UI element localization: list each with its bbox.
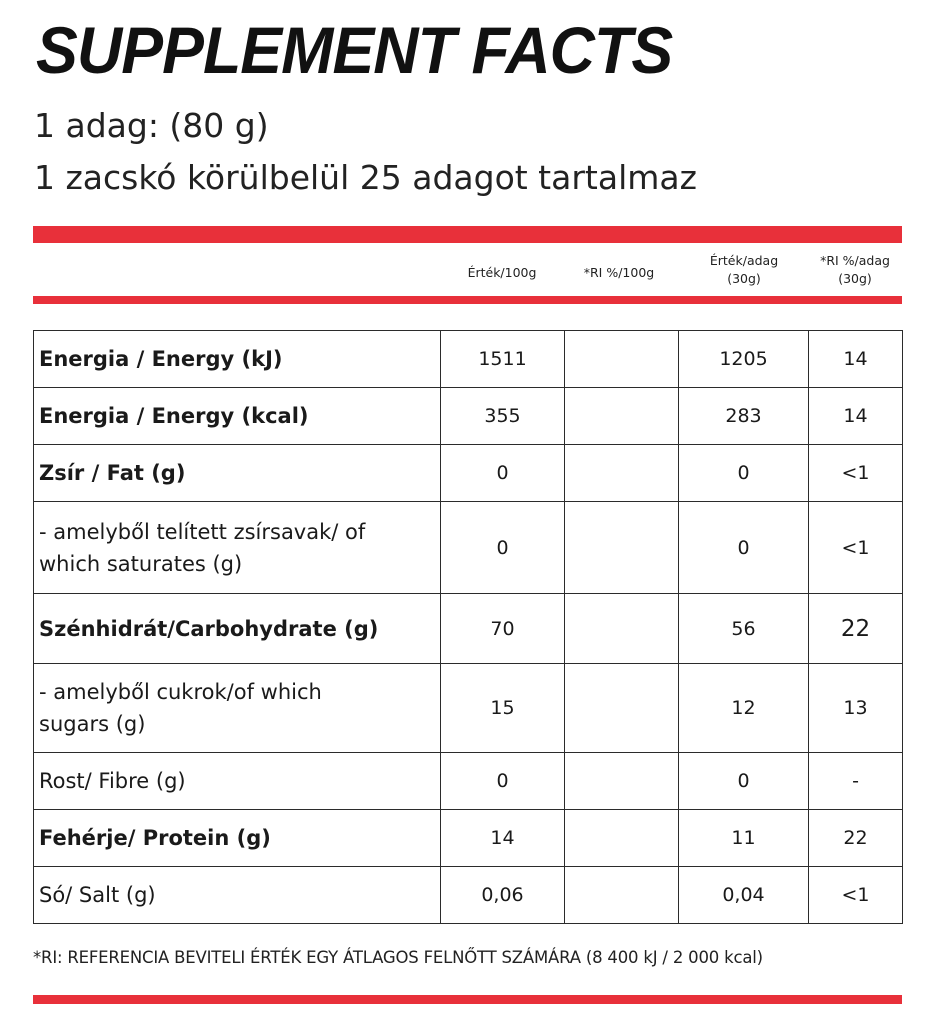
serving-size: 1 adag: (80 g) (34, 106, 269, 145)
value-per-serving: 12 (679, 664, 809, 753)
column-header-ri-100g: *RI %/100g (583, 265, 655, 280)
table-row (34, 810, 903, 867)
servings-per-container: 1 zacskó körülbelül 25 adagot tartalmaz (34, 158, 697, 197)
nutrient-name-line2: sugars (g) (39, 712, 146, 736)
ri-percent: 14 (809, 331, 903, 388)
empty-cell (565, 753, 679, 810)
page-title: SUPPLEMENT FACTS (36, 13, 673, 87)
value-per-100g: 0 (441, 445, 565, 502)
value-per-100g: 0 (441, 502, 565, 594)
accent-bar-bottom (33, 995, 902, 1004)
value-per-100g: 0,06 (441, 867, 565, 924)
empty-cell (565, 867, 679, 924)
table-row (34, 502, 903, 594)
value-per-serving: 0,04 (679, 867, 809, 924)
empty-cell (565, 594, 679, 664)
value-per-serving: 56 (679, 594, 809, 664)
value-per-100g: 0 (441, 753, 565, 810)
value-per-serving: 1205 (679, 331, 809, 388)
ri-footnote: *RI: REFERENCIA BEVITELI ÉRTÉK EGY ÁTLAGOS FELNŐTT SZÁMÁRA (8 400 kJ / 2 000 kcal) (33, 948, 763, 967)
table-row (34, 753, 903, 810)
column-header-ri-serving-line1: *RI %/adag (820, 253, 890, 268)
empty-cell (565, 445, 679, 502)
empty-cell (565, 331, 679, 388)
accent-bar-top (33, 226, 902, 243)
ri-percent: <1 (809, 867, 903, 924)
table-row (34, 445, 903, 502)
empty-cell (565, 502, 679, 594)
nutrient-name-line1: - amelyből telített zsírsavak/ of (39, 519, 366, 544)
accent-bar-header (33, 296, 902, 304)
value-per-serving: 0 (679, 753, 809, 810)
value-per-100g: 355 (441, 388, 565, 445)
value-per-serving: 283 (679, 388, 809, 445)
nutrient-name: Szénhidrát/Carbohydrate (g) (34, 594, 441, 664)
empty-cell (565, 388, 679, 445)
column-header-value-serving (680, 252, 808, 288)
value-per-serving: 0 (679, 445, 809, 502)
nutrient-name: Rost/ Fibre (g) (34, 753, 441, 810)
value-per-100g: 15 (441, 664, 565, 753)
table-row (34, 594, 903, 664)
column-header-ri-serving (800, 252, 910, 288)
nutrition-table (33, 330, 903, 924)
ri-percent: <1 (809, 502, 903, 594)
ri-percent: 14 (809, 388, 903, 445)
table-row (34, 388, 903, 445)
column-header-ri-serving-line2: (30g) (838, 271, 872, 286)
nutrient-name-line1: - amelyből cukrok/of which (39, 680, 322, 704)
ri-percent: 13 (809, 664, 903, 753)
ri-percent: 22 (809, 810, 903, 867)
nutrient-name: Zsír / Fat (g) (34, 445, 441, 502)
empty-cell (565, 664, 679, 753)
ri-percent: 22 (809, 594, 903, 664)
empty-cell (565, 810, 679, 867)
value-per-100g: 14 (441, 810, 565, 867)
column-header-value-serving-line2: (30g) (727, 271, 761, 286)
table-row (34, 664, 903, 753)
table-row (34, 867, 903, 924)
nutrient-name: Fehérje/ Protein (g) (34, 810, 441, 867)
value-per-serving: 0 (679, 502, 809, 594)
nutrient-name-line2: which saturates (g) (39, 551, 243, 576)
ri-percent: - (809, 753, 903, 810)
value-per-100g: 70 (441, 594, 565, 664)
nutrient-name: Só/ Salt (g) (34, 867, 441, 924)
nutrient-name (34, 502, 441, 594)
nutrient-name (34, 664, 441, 753)
column-header-value-serving-line1: Érték/adag (709, 253, 779, 268)
ri-percent: <1 (809, 445, 903, 502)
column-header-value-100g: Érték/100g (467, 265, 537, 280)
table-row (34, 331, 903, 388)
nutrient-name: Energia / Energy (kJ) (34, 331, 441, 388)
value-per-serving: 11 (679, 810, 809, 867)
value-per-100g: 1511 (441, 331, 565, 388)
nutrient-name: Energia / Energy (kcal) (34, 388, 441, 445)
